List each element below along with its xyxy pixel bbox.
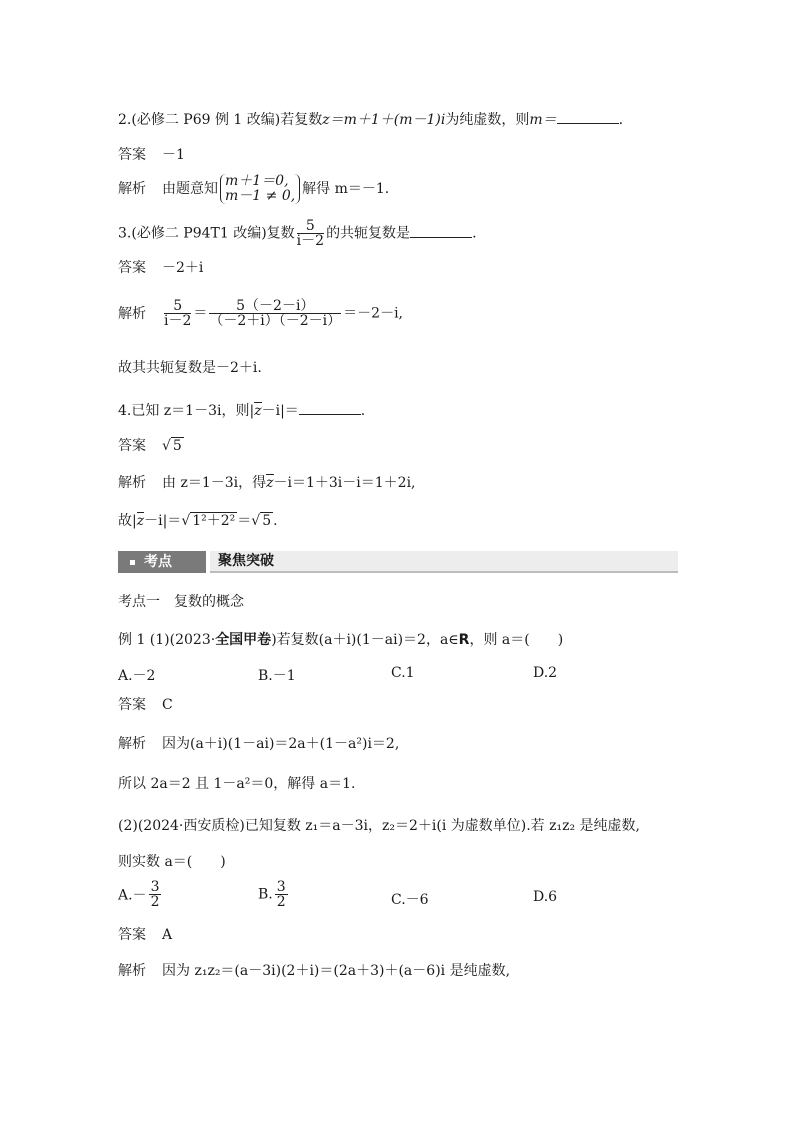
q4-stem-end: . — [360, 403, 366, 419]
q2-brace-line2: m－1 ≠ 0, — [225, 188, 296, 204]
q4-analysis-text: 由 z＝1－3i，得 — [162, 475, 267, 491]
analysis-label: 解析 — [118, 181, 146, 197]
q4-conjugate-z: z — [254, 403, 262, 419]
ex2-stem-line2 — [118, 853, 226, 871]
ex2-stem-text: (2)(2024·西安质检)已知复数 z₁＝a－3i，z₂＝2＋i(i 为虚数单位).若 z₁z₂ 是纯虚数, — [118, 818, 641, 834]
q4-conjugate-z: z — [136, 513, 145, 529]
q2-stem-text: 2.(必修二 P69 例 1 改编)若复数 — [118, 112, 323, 128]
ex2-option-b-label: B. — [258, 886, 273, 903]
ex1-stem-text-2: )若复数(a＋i)(1－ai)＝2，a∈ — [271, 632, 459, 648]
q2-stem-end: . — [618, 112, 624, 128]
q3-conclusion-text: 故其共轭复数是－2＋i. — [118, 360, 262, 376]
ex2-stem-text-2: 则实数 a＝( ) — [118, 854, 226, 870]
q3-lhs-num: 5 — [164, 299, 191, 314]
ex1-stem-text: 例 1 (1)(2023· — [118, 632, 216, 648]
q3-stem — [118, 219, 477, 248]
q3-lhs-fraction — [164, 299, 191, 328]
ex1-answer-value: C — [162, 697, 173, 713]
q3-answer-value: －2＋i — [162, 260, 204, 276]
q3-mid-num: 5（－2－i） — [209, 299, 341, 314]
q4-line2-end: . — [273, 513, 278, 529]
answer-label: 答案 — [118, 438, 146, 454]
q4-sqrt-sum: √ 1²＋2² — [181, 513, 236, 529]
ex2-option-a-num: 3 — [150, 879, 160, 895]
q3-mid-den: （－2＋i）（－2－i） — [209, 313, 342, 329]
q4-conjugate-z: z — [266, 475, 274, 491]
ex2-stem — [118, 817, 640, 835]
ex2-option-d: D.6 — [533, 889, 558, 905]
ex2-option-c: C.－6 — [391, 892, 429, 908]
q4-answer — [118, 437, 184, 455]
q3-conclusion — [118, 359, 262, 377]
ex1-option-c: C.1 — [391, 665, 415, 681]
q2-answer-value: －1 — [162, 147, 185, 163]
q4-analysis — [118, 474, 416, 492]
ex1-real-set: R — [458, 632, 470, 648]
q2-brace-line1: m＋1＝0, — [225, 173, 289, 189]
q2-stem — [118, 111, 623, 129]
q3-result: ＝－2－i, — [343, 305, 404, 322]
section-tag: 考点 — [118, 551, 206, 573]
ex1-option-d: D.2 — [533, 665, 558, 681]
q4-stem — [118, 402, 365, 420]
ex1-stem-text-3: ，则 a＝( ) — [469, 632, 564, 648]
ex1-analysis-text: 因为(a＋i)(1－ai)＝2a＋(1－a²)i＝2, — [162, 736, 400, 752]
ex1-option-b: B.－1 — [258, 668, 296, 684]
ex2-analysis — [118, 962, 510, 980]
ex1-stem — [118, 631, 563, 649]
q2-analysis — [118, 174, 389, 204]
q4-answer-blank — [299, 402, 361, 415]
ex1-analysis — [118, 735, 399, 753]
q4-sqrt-five: √ 5 — [251, 513, 272, 529]
q3-stem-end: . — [472, 225, 477, 242]
q4-answer-sqrt: √ 5 — [162, 438, 182, 454]
ex2-answer — [118, 926, 172, 944]
ex1-option-a: A.－2 — [118, 668, 156, 684]
q3-fraction — [297, 219, 324, 248]
ex2-option-a-label: A.－ — [118, 887, 147, 904]
ex2-option-b-den: 2 — [276, 894, 286, 910]
answer-label: 答案 — [118, 147, 146, 163]
ex2-answer-value: A — [162, 927, 173, 943]
q4-analysis-text-2: －i＝1＋3i－i＝1＋2i, — [273, 475, 416, 491]
topic1-number: 考点一 — [118, 594, 160, 610]
q3-answer — [118, 259, 203, 277]
answer-label: 答案 — [118, 927, 146, 943]
analysis-label: 解析 — [118, 475, 146, 491]
q4-radicand-2: 5 — [262, 513, 272, 529]
ex2-option-a-den: 2 — [150, 894, 160, 910]
answer-label: 答案 — [118, 260, 146, 276]
q4-modulus-line — [118, 512, 278, 530]
q3-stem-text: 3.(必修二 P94T1 改编)复数 — [118, 225, 295, 242]
ex1-analysis-text-2: 所以 2a＝2 且 1－a²＝0，解得 a＝1. — [118, 776, 356, 792]
analysis-label: 解析 — [118, 736, 146, 752]
q4-radicand: 1²＋2² — [192, 513, 236, 529]
topic1-heading — [118, 593, 244, 611]
section-header-bar — [118, 551, 678, 573]
answer-label: 答案 — [118, 697, 146, 713]
ex2-option-a — [118, 880, 163, 909]
q4-stem-text-2: －i|＝ — [261, 403, 299, 419]
q2-brace-system — [220, 174, 300, 204]
q2-answer — [118, 146, 185, 164]
q3-frac-num: 5 — [297, 219, 324, 234]
q2-analysis-result: 解得 m＝－1. — [302, 181, 390, 197]
q3-answer-blank — [410, 225, 472, 238]
ex2-option-b-num: 3 — [276, 879, 286, 895]
q2-stem-text-2: 为纯虚数，则 — [445, 112, 530, 128]
q2-variable: m＝ — [529, 112, 557, 128]
q2-analysis-text: 由题意知 — [162, 181, 218, 197]
section-title: 聚焦突破 — [210, 551, 678, 573]
ex1-source: 全国甲卷 — [215, 632, 272, 648]
ex2-option-b — [258, 880, 290, 909]
q3-equals: ＝ — [193, 305, 208, 322]
analysis-label: 解析 — [118, 305, 146, 322]
analysis-label: 解析 — [118, 963, 146, 979]
ex1-answer — [118, 696, 173, 714]
ex1-analysis-line2 — [118, 775, 355, 793]
q2-answer-blank — [557, 111, 619, 124]
q3-stem-text-2: 的共轭复数是 — [326, 225, 411, 242]
ex2-option-a-fraction — [149, 880, 162, 909]
q4-line2-text: 故| — [118, 513, 137, 529]
q3-analysis — [118, 299, 403, 328]
q3-lhs-den: i－2 — [164, 313, 192, 329]
topic1-title: 复数的概念 — [174, 594, 244, 610]
q4-equals: ＝ — [237, 513, 252, 529]
q3-frac-den: i－2 — [296, 233, 325, 249]
ex2-analysis-text: 因为 z₁z₂＝(a－3i)(2＋i)＝(2a＋3)＋(a－6)i 是纯虚数, — [162, 963, 511, 979]
q2-expression: z＝m＋1＋(m－1)i — [322, 112, 446, 128]
q4-answer-radicand: 5 — [172, 438, 182, 454]
q4-stem-text: 4.已知 z＝1－3i，则| — [118, 403, 255, 419]
ex2-option-b-fraction — [275, 880, 288, 909]
q4-line2-text-2: －i|＝ — [144, 513, 182, 529]
q3-mid-fraction — [209, 299, 341, 328]
